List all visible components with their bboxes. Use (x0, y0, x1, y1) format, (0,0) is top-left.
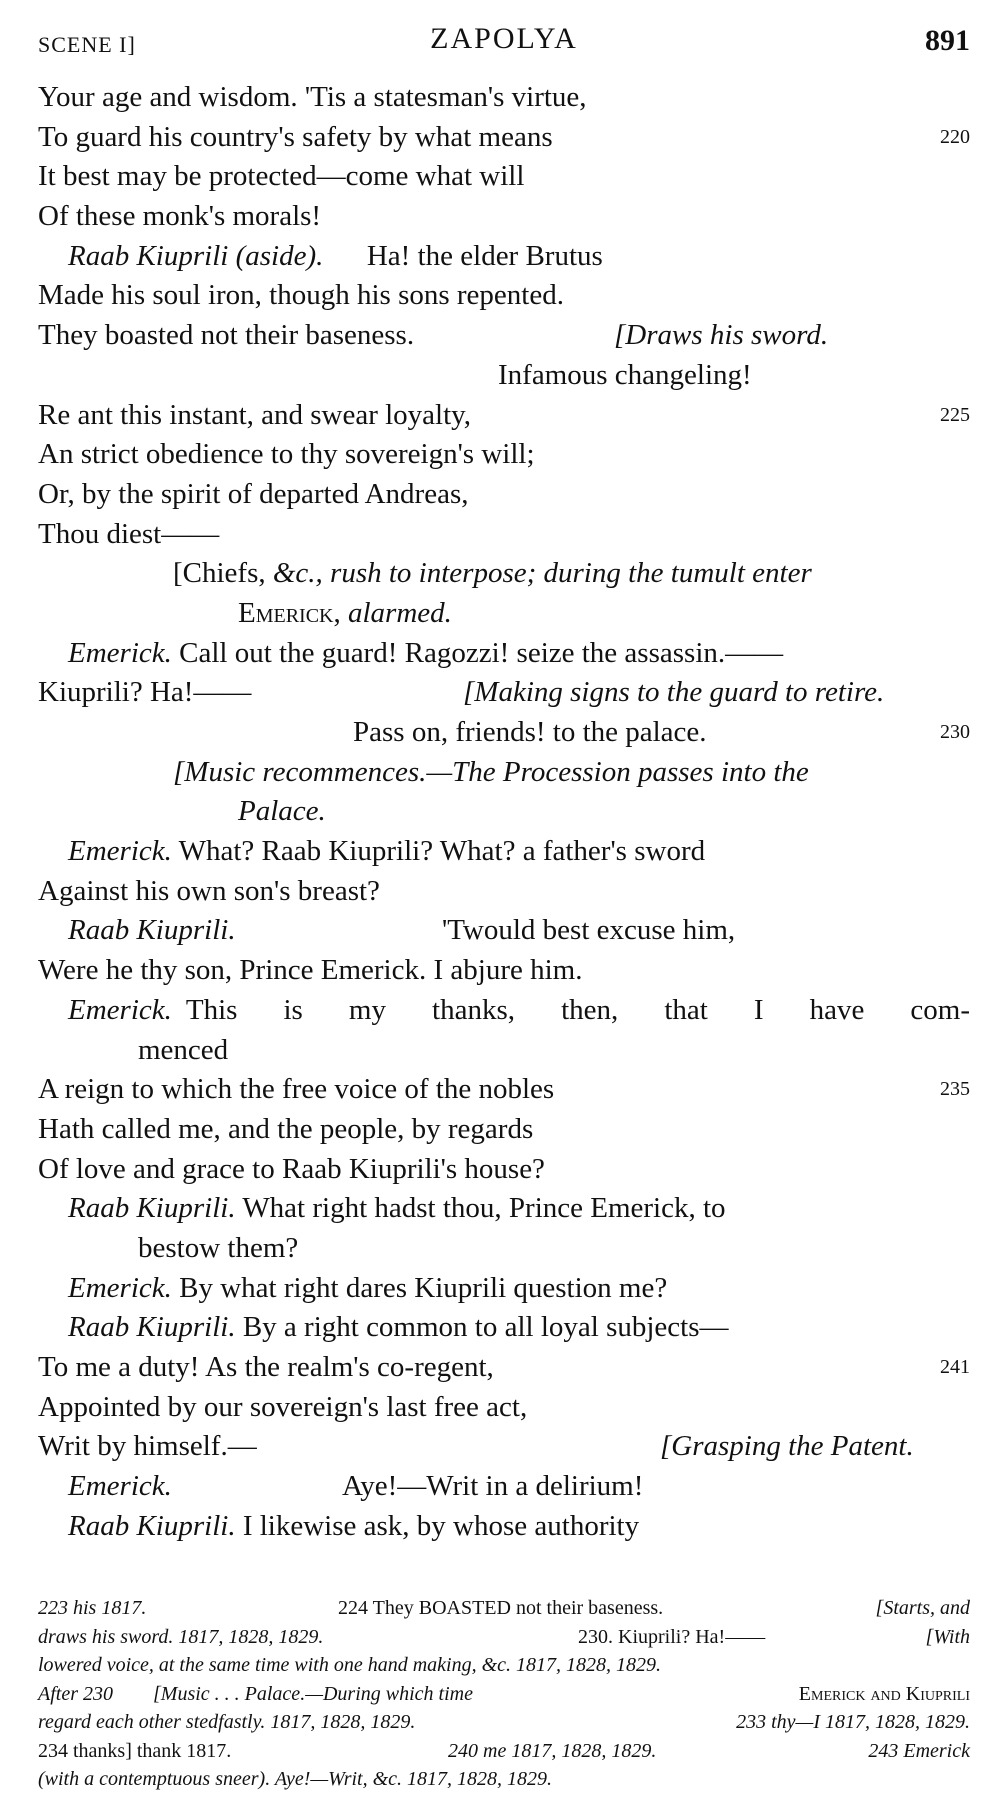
verse-line (38, 237, 970, 277)
verse-line (38, 1467, 970, 1507)
line-text: Ha! the elder Brutus (366, 239, 603, 272)
verse-line (38, 1388, 970, 1428)
note-text: 223 his 1817. (38, 1597, 147, 1619)
line-text: Writ by himself.— (38, 1430, 257, 1463)
speaker-name: Emerick. (68, 835, 172, 868)
note-line (38, 1623, 970, 1652)
verse-line (38, 435, 970, 475)
speaker-name: Raab Kiuprili. (68, 1192, 236, 1225)
note-text: 243 Emerick (868, 1739, 970, 1762)
stage-direction: [Grasping the Patent. (660, 1430, 914, 1463)
note-text: [Music . . . Palace.—During which time (153, 1682, 473, 1705)
character-name: Emerick, (238, 596, 341, 629)
stage-direction: [Chiefs, (173, 557, 266, 590)
speaker-name: Raab Kiuprili (aside). (68, 239, 324, 272)
verse-line (38, 78, 970, 118)
line-number: 225 (940, 403, 970, 426)
verse-line (38, 1070, 970, 1110)
note-line (38, 1737, 970, 1766)
verse-line (38, 1110, 970, 1150)
verse-line (38, 118, 970, 158)
note-text: (with a contemptuous sneer). Aye!—Writ, &c. 1817, 1828, 1829. (38, 1768, 553, 1790)
verse-line (38, 713, 970, 753)
line-number: 230 (940, 721, 970, 743)
line-text: By a right common to all loyal subjects— (242, 1311, 729, 1344)
note-text: 240 me 1817, 1828, 1829. (448, 1739, 657, 1762)
verse-line (38, 872, 970, 912)
verse-line (38, 1189, 970, 1229)
stage-direction-line (38, 594, 970, 634)
verse-line (38, 396, 970, 436)
running-head-title: ZAPOLYA (430, 22, 578, 55)
note-line (38, 1765, 970, 1794)
note-text: lowered voice, at the same time with one hand making, &c. 1817, 1828, 1829. (38, 1654, 662, 1676)
line-text: Hath called me, and the people, by regards (38, 1112, 534, 1145)
line-text: To me a duty! As the realm's co-regent, (38, 1351, 494, 1383)
stage-direction: alarmed. (348, 596, 452, 629)
verse-line (38, 475, 970, 515)
speaker-name: Raab Kiuprili. (68, 1311, 236, 1344)
verse-line (38, 1507, 970, 1547)
line-text: Or, by the spirit of departed Andreas, (38, 477, 469, 510)
line-text: Against his own son's breast? (38, 874, 380, 907)
note-text: draws his sword. 1817, 1828, 1829. (38, 1625, 324, 1648)
line-text: I likewise ask, by whose authority (242, 1509, 640, 1542)
book-page (38, 0, 970, 1820)
verse-line (38, 1348, 970, 1388)
stage-direction-line (38, 792, 970, 832)
line-text: Infamous changeling! (498, 358, 752, 391)
note-text: [With (925, 1625, 970, 1648)
line-text: Your age and wisdom. 'Tis a statesman's virtue, (38, 81, 587, 113)
line-text: Of these monk's morals! (38, 200, 322, 233)
note-text: After 230 (38, 1682, 113, 1705)
note-text: 230. Kiuprili? Ha!—— (578, 1625, 766, 1648)
stage-direction: [Music recommences.—The Procession passes into the (173, 755, 809, 788)
verse-line (38, 673, 970, 713)
line-text: Made his soul iron, though his sons repented. (38, 279, 564, 312)
verse-line (38, 911, 970, 951)
line-text: 'Twould best excuse him, (442, 914, 736, 947)
line-number: 235 (940, 1078, 970, 1101)
verse-line (38, 991, 970, 1031)
verse-line (38, 157, 970, 197)
line-number: 220 (940, 125, 970, 148)
line-text: Appointed by our sovereign's last free act, (38, 1390, 528, 1423)
line-text: They boasted not their baseness. (38, 319, 415, 352)
verse-line (38, 515, 970, 555)
speaker-name: Emerick. (68, 1470, 172, 1503)
speaker-name: Emerick. (68, 636, 172, 669)
verse-line (38, 951, 970, 991)
verse-line (38, 1427, 970, 1467)
line-text: Pass on, friends! to the palace. (353, 716, 707, 748)
line-text: A reign to which the free voice of the nobles (38, 1073, 555, 1106)
note-line (38, 1651, 970, 1680)
line-text: What right hadst thou, Prince Emerick, to (242, 1192, 726, 1225)
verse-line (38, 356, 970, 396)
page-number: 891 (925, 24, 970, 57)
speaker-name: Emerick. (68, 993, 172, 1026)
stage-direction-line (38, 753, 970, 793)
note-text: 233 thy—I 1817, 1828, 1829. (736, 1711, 970, 1733)
verse-line (38, 316, 970, 356)
line-text: What? Raab Kiuprili? What? a father's sword (178, 835, 706, 868)
line-text: bestow them? (138, 1231, 299, 1264)
verse-line (38, 1269, 970, 1309)
line-text: Kiuprili? Ha!—— (38, 676, 252, 709)
verse-line (38, 276, 970, 316)
line-text: Aye!—Writ in a delirium! (342, 1470, 644, 1503)
running-head-scene: SCENE I] (38, 32, 136, 57)
verse-text (38, 78, 970, 1546)
speaker-name: Raab Kiuprili. (68, 1509, 236, 1542)
note-line (38, 1594, 970, 1623)
verse-line (38, 634, 970, 674)
line-text: An strict obedience to thy sovereign's will; (38, 438, 535, 471)
textual-notes (38, 1594, 970, 1794)
line-text: Thou diest—— (38, 517, 220, 550)
note-line (38, 1708, 970, 1737)
line-text: By what right dares Kiuprili question me? (179, 1271, 668, 1304)
page-header (38, 0, 970, 78)
note-text: 234 thanks] thank 1817. (38, 1739, 232, 1762)
line-text: To guard his country's safety by what means (38, 120, 553, 153)
speaker-name: Emerick. (68, 1271, 172, 1304)
verse-line (38, 1150, 970, 1190)
note-text: regard each other stedfastly. 1817, 1828, 1829. (38, 1711, 416, 1733)
line-text: Of love and grace to Raab Kiuprili's house? (38, 1152, 545, 1185)
verse-line (38, 1229, 970, 1269)
line-number: 241 (940, 1356, 970, 1378)
line-text: Call out the guard! Ragozzi! seize the assassin.—— (179, 636, 784, 669)
line-text: Were he thy son, Prince Emerick. I abjure him. (38, 954, 583, 987)
note-line (38, 1680, 970, 1709)
note-text: 224 They BOASTED not their baseness. (338, 1597, 664, 1619)
verse-line (38, 832, 970, 872)
stage-direction: [Draws his sword. (614, 319, 829, 352)
stage-direction-line (38, 554, 970, 594)
line-text: This is my thanks, then, that I have com- (185, 993, 970, 1026)
stage-direction: &c., rush to interpose; during the tumult enter (272, 557, 812, 590)
verse-line (38, 1031, 970, 1071)
line-text: Re ant this instant, and swear loyalty, (38, 398, 472, 431)
line-text: menced (138, 1033, 229, 1066)
stage-direction: Palace. (238, 795, 326, 828)
speaker-name: Raab Kiuprili. (68, 914, 236, 947)
note-text: [Starts, and (875, 1597, 970, 1619)
note-text: Emerick and Kiuprili (798, 1682, 970, 1705)
line-text: It best may be protected—come what will (38, 160, 525, 193)
stage-direction: [Making signs to the guard to retire. (463, 676, 885, 709)
verse-line (38, 1308, 970, 1348)
verse-line (38, 197, 970, 237)
